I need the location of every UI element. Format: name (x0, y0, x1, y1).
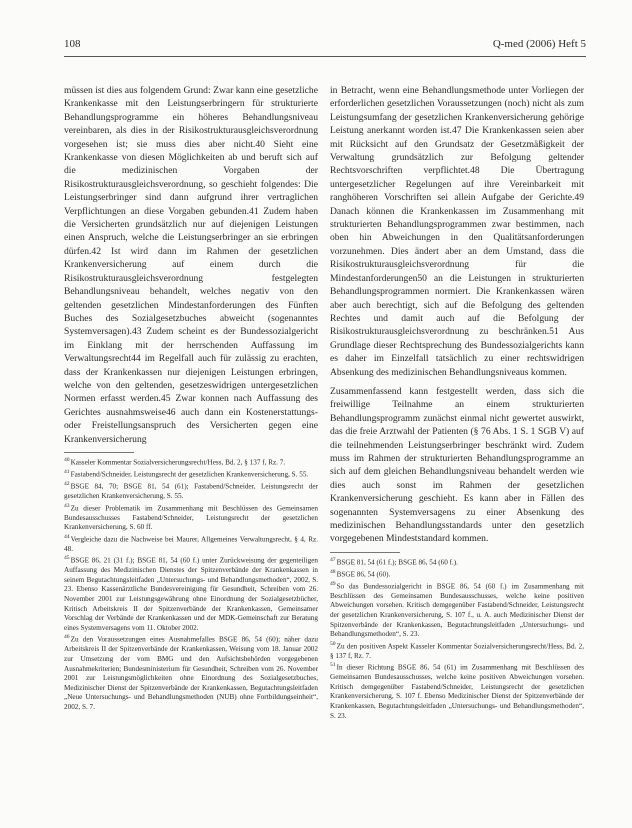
journal-reference: Q-med (2006) Heft 5 (492, 38, 586, 50)
footnote-number: 40 (64, 456, 70, 463)
left-footnotes (64, 452, 318, 713)
footnote (330, 640, 584, 662)
footnote (64, 480, 318, 502)
footnote-text: Fastabend/Schneider, Leistungsrecht der gesetzlichen Krankenversicherung, S. 55. (70, 470, 309, 479)
left-column (64, 84, 318, 713)
footnote-text: BSGE 84, 70; BSGE 81, 54 (61); Fastabend/Schneider, Leistungsrecht der gesetzlichen Krankenversicherung, S. 55. (64, 482, 318, 500)
footnote (64, 456, 318, 468)
header-rule (64, 56, 586, 57)
footnote-number: 48 (330, 568, 336, 575)
footnote (330, 661, 584, 721)
right-body-text (330, 84, 584, 546)
running-header (64, 38, 586, 54)
footnote-number: 50 (330, 640, 336, 647)
footnote-text: BSGE 81, 54 (61 f.); BSGE 86, 54 (60 f.). (336, 558, 458, 567)
footnote-text: Zu den positiven Aspekt Kasseler Kommentar Sozialversicherungsrecht/Hess, Bd. 2, § 137 f, Rz. 7. (330, 642, 584, 660)
footnote-text: Zu den Voraussetzungen eines Ausnahmefalles BSGE 86, 54 (60); näher dazu Arbeitskreis II der Spitzenverbände der Krankenkassen, Weisung vom 18. Januar 2002 zur Umsetzung der vom BMG und den Aufsichtsbehörden vorgegebenen Ausnahmekriterien; Bundesministerium für Gesundheit, Schreiben vom 26. November 2001 zur Leistungsmöglichkeiten ohne Einordnung des Sozialgesetzbuches, Medizinischer Dienst der Spitzenverbände der Krankenkassen, Begutachtungsleitfaden „Neue Untersuchungs- und Behandlungsmethoden (NUB) ohne Fortbildungseinheit“, 2002, S. 7. (64, 635, 318, 711)
body-paragraph: müssen ist dies aus folgendem Grund: Zwar kann eine gesetzliche Krankenkasse mit den Leistungserbringern für strukturierte Behandlungsprogramme ein höheres Behandlungsniveau vereinbaren, als dies in der Risikostrukturausgleichsverordnung vorgesehen ist; sie muss dies aber nicht.40 Sieht eine Krankenkasse von diesen Möglichkeiten ab und beruft sich auf die medizinischen Vorgaben der Risikostrukturausgleichsverordnung, so geschieht folgendes: Die Leistungserbringer sind dann aufgrund ihrer vertraglichen Verpflichtungen an diese Vorgaben gebunden.41 Zudem haben die Versicherten grundsätzlich nur auf diejenigen Leistungen einen Anspruch, welche die Leistungserbringer an sie erbringen dürfen.42 Ist wird dann im Rahmen der gesetzlichen Krankenversicherung auf einem durch die Risikostrukturausgleichsverordnung festgelegten Behandlungsniveau behandelt, welches negativ von den geltenden gesetzlichen Mindestanforderungen des Fünften Buches des Sozialgesetzbuches abweicht (sogenanntes Systemversagen).43 Zudem scheint es der Bundessozialgericht im Einklang mit der herrschenden Auffassung im Verwaltungsrecht44 im Regelfall auch für zulässig zu erachten, dass der Krankenkassen nur diejenigen Leistungen erbringen, welche von den geltenden, gesetzeswidrigen untergesetzlichen Normen erfasst werden.45 Zwar konnen nach Auffassung des Gerichtes ausnahmsweise46 auch dann ein Kostenerstattungs- oder Freistellungsanspruch des Versicherten gegen eine Krankenversicherung (64, 85, 318, 445)
footnote-number: 45 (64, 555, 70, 562)
footnote (64, 533, 318, 555)
footnote (330, 556, 584, 568)
footnote-number: 44 (64, 533, 70, 540)
footnote-text: BSGE 86, 21 (31 f.); BSGE 81, 54 (60 f.) unter Zurückweisung der gegenteiligen Auffassung des Medizinischen Dienstes der Spitzenverbände der Krankenkassen in seinem Begutachtungsleitfaden „Untersuchungs- und Behandlungsmethoden“, 2002, S. 23. Ebenso Kassenärztliche Bundesvereinigung für Gesundheit, Schreiben vom 26. November 2001 zur Leistungsgewährung ohne Einordnung der Sozialgesetzbücher, Kritisch Arbeitskreis II der Spitzenverbände der Krankenkassen, Gemeinsamer Vorschlag der Verbände der Krankenkassen und der MDK-Gemeinschaft zur Beratung eines Systemversagens vom 11. Oktober 2002. (64, 556, 318, 632)
footnote-number: 42 (64, 480, 70, 487)
left-body-text (64, 84, 318, 446)
body-paragraph: Zusammenfassend kann festgestellt werden, dass sich die freiwillige Teilnahme an einem strukturierten Behandlungsprogramm zunächst einmal nicht gewertet auswirkt, das die freie Arztwahl der Patienten (§ 76 Abs. 1 S. 1 SGB V) auf die teilnehmenden Leistungserbringer beschränkt wird. Zudem muss im Rahmen der strukturierten Behandlungsprogramme an sich auf dem gleichen Behandlungsniveau behandelt werden wie dies auch sonst im Rahmen der gesetzlichen Krankenversicherung geschieht. Es kann aber in Fällen des sogenannten Systemversagens zu einer Absenkung des medizinischen Behandlungsstandards unter den gesetzlich vorgegebenen Mindeststandard kommen. (330, 385, 584, 545)
footnote-text: BSGE 86, 54 (60). (336, 570, 391, 579)
footnote (330, 580, 584, 640)
footnote (64, 468, 318, 480)
footnote-number: 43 (64, 502, 70, 509)
footnote-text: Vergleiche dazu die Nachweise bei Maurer, Allgemeines Verwaltungsrecht, § 4, Rz. 48. (64, 535, 318, 553)
footnote-number: 49 (330, 580, 336, 587)
body-paragraph: in Betracht, wenn eine Behandlungsmethode unter Vorliegen der erforderlichen gesetzlichen Voraussetzungen (noch) nicht als zum Leistungsumfang der gesetzlichen Krankenversicherung gehörige Leistung anerkannt worden ist.47 Die Krankenkassen seien aber mit Rücksicht auf den Grundsatz der Gesetzmäßigkeit der Verwaltung grundsätzlich zur Befolgung geltender Rechtsvorschriften verpflichtet.48 Die Übertragung untergesetzlicher Regelungen auf ihre Vereinbarkeit mit ranghöheren Vorschriften sei allein Aufgabe der Gerichte.49 Danach können die Krankenkassen im Zusammenhang mit strukturierten Behandlungsprogrammen zwar bestimmen, nach oben hin Abweichungen in den Qualitätsanforderungen vorzunehmen. Dies ändert aber an dem Umstand, dass die Risikostrukturausgleichsverordnung für die Mindestanforderungen50 an die Leistungen in strukturierten Behandlungsprogrammen normiert. Die Krankenkassen wären aber auch berechtigt, sich auf die Befolgung des geltenden Rechtes und damit auch auf die Befolgung der Risikostrukturausgleichsverordnung zu beschränken.51 Aus Grundlage dieser Rechtsprechung des Bundessozialgerichts kann es daher im Einzelfall tatsächlich zu einer rechtswidrigen Absenkung des medizinischen Behandlungsniveaus kommen. (330, 85, 584, 378)
right-column (330, 84, 584, 721)
footnote (64, 554, 318, 633)
footnote (330, 568, 584, 580)
page-number: 108 (64, 38, 81, 50)
footnote-number: 46 (64, 634, 70, 641)
footnote-text: Kasseler Kommentar Sozialversicherungsrecht/Hess, Bd. 2, § 137 f, Rz. 7. (70, 458, 286, 467)
footnote-text: In dieser Richtung BSGE 86, 54 (61) im Zusammenhang mit Beschlüssen des Gemeinsamen Bundesausschusses, welche keine positiven Abweichungen vorsehen. Kritisch demgegenüber Fastabend/Schneider, Leistungsrecht der gesetzlichen Krankenversicherung, S. 107 f. Ebenso Medizinischer Dienst der Spitzenverbände der Krankenkassen, Begutachtungsleitfaden „Untersuchungs- und Behandlungsmethoden“, S. 23. (330, 663, 584, 720)
footnote-number: 41 (64, 468, 70, 475)
footnote-number: 51 (330, 662, 336, 669)
right-footnotes (330, 552, 584, 721)
footnote-text: Zu dieser Problematik im Zusammenhang mit Beschlüssen des Gemeinsamen Bundesausschusses Fastabend/Schneider, Leistungsrecht der gesetzlichen Krankenversicherung, S. 60 ff. (64, 503, 318, 532)
footnote (64, 633, 318, 712)
footnote-text: So das Bundessozialgericht in BSGE 86, 54 (60 f.) im Zusammenhang mit Beschlüssen des Gemeinsamen Bundesausschusses, welche keine positiven Abweichungen vorsehen. Kritisch demgegenüber Fastabend/Schneider, Leistungsrecht der gesetzlichen Krankenversicherung, S. 107 f., u. A. auch Medizinischer Dienst der Spitzenverbände der Krankenkassen, Begutachtungsleitfaden „Untersuchungs- und Behandlungsmethoden“, S. 23. (330, 582, 584, 639)
footnote-number: 47 (330, 556, 336, 563)
footnote (64, 502, 318, 533)
